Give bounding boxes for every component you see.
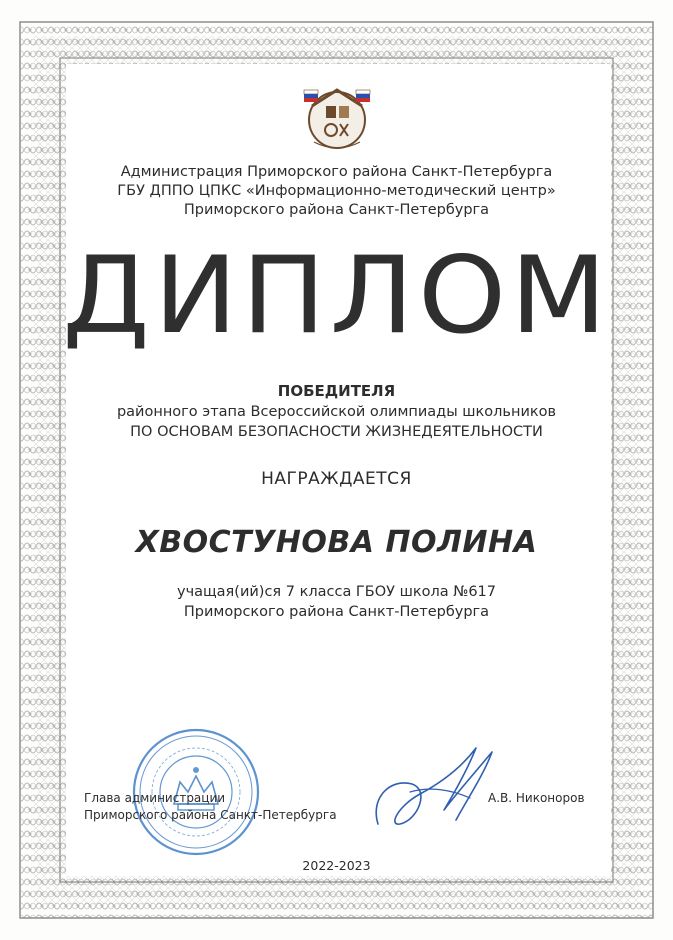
recipient-school: учащая(ий)ся 7 класса ГБОУ школа №617 — [176, 584, 496, 600]
signatory-name: А.В. Никоноров — [488, 791, 585, 805]
signatory-post-line-2: Приморского района Санкт-Петербурга — [84, 808, 337, 822]
recipient-name: ХВОСТУНОВА ПОЛИНА — [135, 525, 538, 560]
issuer-block — [0, 163, 673, 220]
award-status: ПОБЕДИТЕЛЯ — [277, 382, 396, 400]
signature — [360, 728, 510, 838]
award-subject: ПО ОСНОВАМ БЕЗОПАСНОСТИ ЖИЗНЕДЕЯТЕЛЬНОСТИ — [130, 424, 543, 440]
issuer-line-3: Приморского района Санкт-Петербурга — [183, 202, 490, 218]
issuer-line-1: Администрация Приморского района Санкт-Петербурга — [120, 164, 553, 180]
signatory-post-line-1: Глава администрации — [84, 791, 226, 805]
olympiad-logo — [296, 80, 378, 152]
document-title: ДИПЛОМ — [62, 234, 611, 358]
awarded-label: НАГРАЖДАЕТСЯ — [261, 469, 412, 489]
recipient-district: Приморского района Санкт-Петербурга — [183, 604, 490, 620]
academic-year: 2022-2023 — [302, 858, 371, 873]
issuer-line-2: ГБУ ДППО ЦПКС «Информационно-методический центр» — [117, 183, 556, 199]
signatory-post — [84, 790, 337, 824]
award-stage: районного этапа Всероссийской олимпиады школьников — [116, 404, 557, 420]
